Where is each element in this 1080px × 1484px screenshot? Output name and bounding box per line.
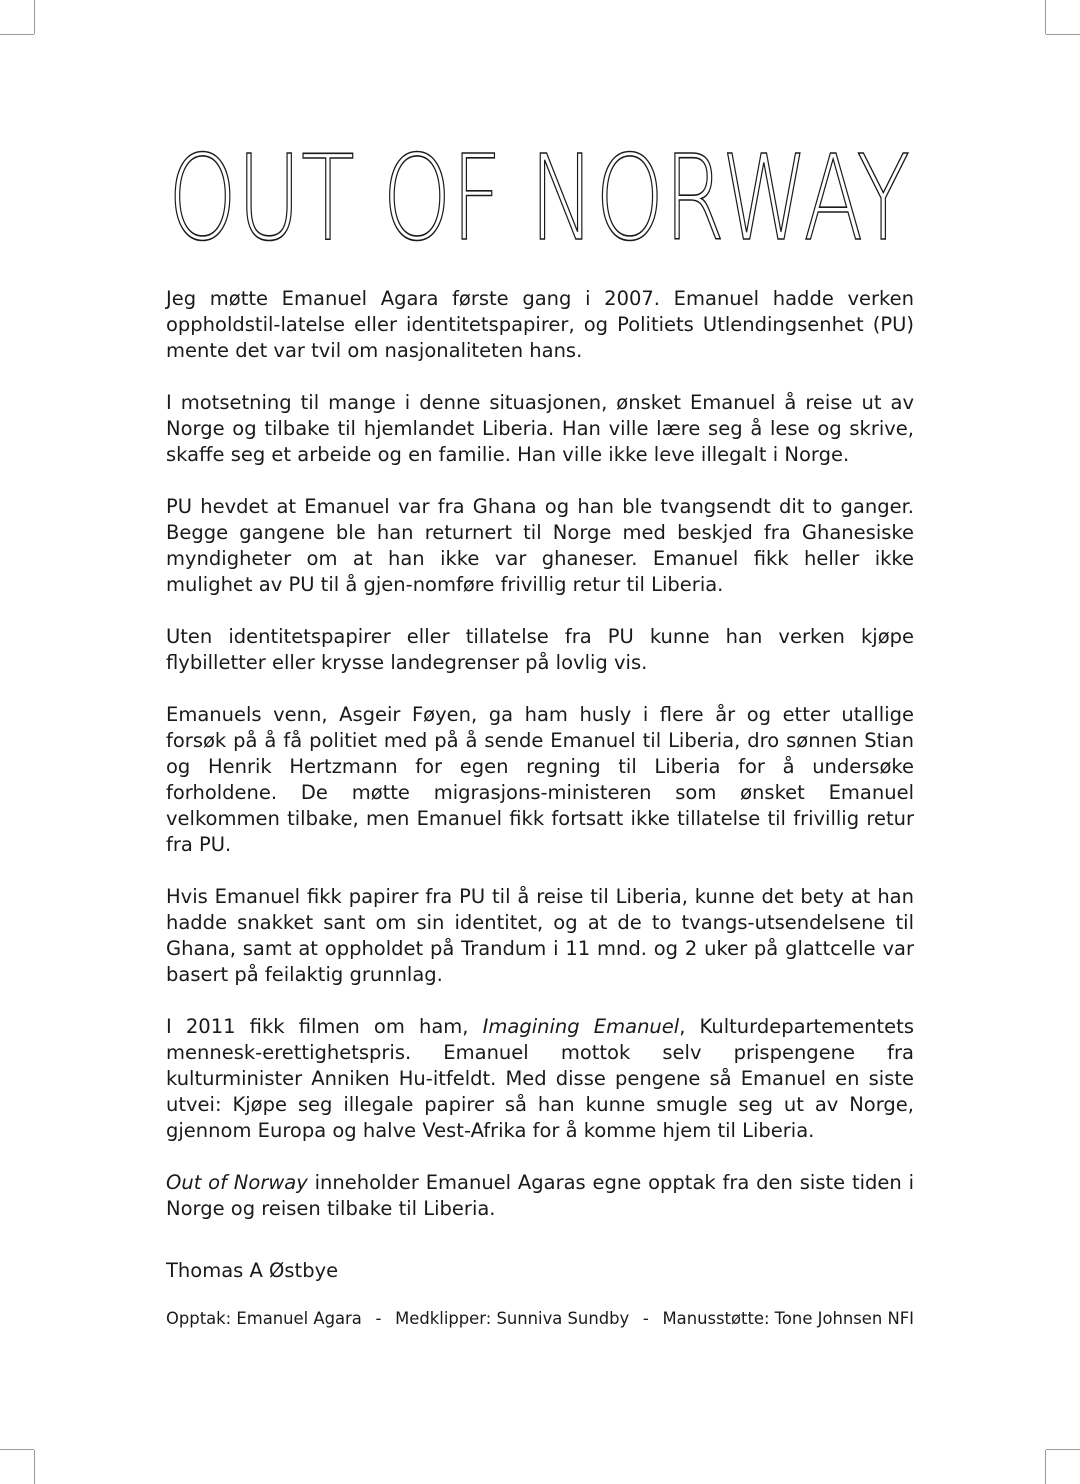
paragraph-award xyxy=(166,1014,914,1144)
credit-opptak: Opptak: Emanuel Agara xyxy=(166,1309,362,1328)
paragraph-film-content-end: inneholder Emanuel Agaras egne opptak fra den siste tiden i Norge og reisen tilbake til Liberia. xyxy=(166,1171,914,1220)
credits-line xyxy=(166,1308,914,1330)
crop-mark-top-right-horizontal xyxy=(1046,34,1080,35)
crop-mark-top-left-vertical xyxy=(34,0,35,34)
paragraph-ghana-deportation: PU hevdet at Emanuel var fra Ghana og han ble tvangsendt dit to ganger. Begge gangene ble han returnert til Norge med beskjed fra Ghanesiske myndigheter om at han ikke var ghaneser. Emanuel fikk heller ikke mulighet av PU til å gjen-nomføre frivillig retur til Liberia. xyxy=(166,495,914,596)
page-title-svg xyxy=(168,129,916,267)
credit-separator: - xyxy=(375,1309,382,1328)
paragraph-award-end: , Kulturdepartementets mennesk-erettighetspris. Emanuel mottok selv prispengene fra kulturminister Anniken Hu-itfeldt. Med disse pengene så Emanuel en siste utvei: Kjøpe seg illegale papirer så han kunne smugle seg ut av Norge, gjennom Europa og halve Vest-Afrika for å komme hjem til Liberia. xyxy=(166,1015,914,1142)
paragraph-no-papers: Uten identitetspapirer eller tillatelse fra PU kunne han verken kjøpe flybilletter eller krysse landegrenser på lovlig vis. xyxy=(166,625,914,674)
paragraph-wish-to-return: I motsetning til mange i denne situasjonen, ønsket Emanuel å reise ut av Norge og tilbake til hjemlandet Liberia. Han ville lære seg å lese og skrive, skaffe seg et arbeide og en familie. Han ville ikke leve illegalt i Norge. xyxy=(166,391,914,466)
paragraph-award-start: I 2011 fikk filmen om ham, xyxy=(166,1015,483,1038)
crop-mark-bottom-left-horizontal xyxy=(0,1449,34,1450)
page-title-text: OUT OF NORWAY xyxy=(168,129,910,267)
film-title-imagining-emanuel: Imagining Emanuel xyxy=(482,1015,680,1038)
credit-manusstotte: Manusstøtte: Tone Johnsen NFI xyxy=(662,1309,914,1328)
credit-separator: - xyxy=(642,1309,649,1328)
paragraph-film-content xyxy=(166,1170,914,1222)
paragraph-friend-help: Emanuels venn, Asgeir Føyen, ga ham husly i flere år og etter utallige forsøk på å få politiet med på å sende Emanuel til Liberia, dro sønnen Stian og Henrik Hertzmann for egen regning til Liberia for å undersøke forholdene. De møtte migrasjons-ministeren som ønsket Emanuel velkommen tilbake, men Emanuel fikk fortsatt ikke tillatelse til frivillig retur fra PU. xyxy=(166,703,914,856)
paragraph-intro: Jeg møtte Emanuel Agara første gang i 2007. Emanuel hadde verken oppholdstil-latelse eller identitetspapirer, og Politiets Utlendingsenhet (PU) mente det var tvil om nasjonaliteten hans. xyxy=(166,287,914,362)
film-title-out-of-norway: Out of Norway xyxy=(166,1171,308,1194)
author-signature: Thomas A Østbye xyxy=(166,1259,339,1282)
credit-medklipper: Medklipper: Sunniva Sundby xyxy=(395,1309,630,1328)
crop-mark-top-right-vertical xyxy=(1045,0,1046,34)
paragraph-consequences: Hvis Emanuel fikk papirer fra PU til å reise til Liberia, kunne det bety at han hadde snakket sant om sin identitet, og at de to tvangs-utsendelsene til Ghana, samt at oppholdet på Trandum i 11 mnd. og 2 uker på glattcelle var basert på feilaktig grunnlag. xyxy=(166,885,914,986)
article-body xyxy=(166,286,914,1248)
crop-mark-bottom-right-horizontal xyxy=(1046,1449,1080,1450)
crop-mark-top-left-horizontal xyxy=(0,34,34,35)
crop-mark-bottom-left-vertical xyxy=(34,1450,35,1484)
crop-mark-bottom-right-vertical xyxy=(1045,1450,1046,1484)
page-title xyxy=(168,129,916,267)
